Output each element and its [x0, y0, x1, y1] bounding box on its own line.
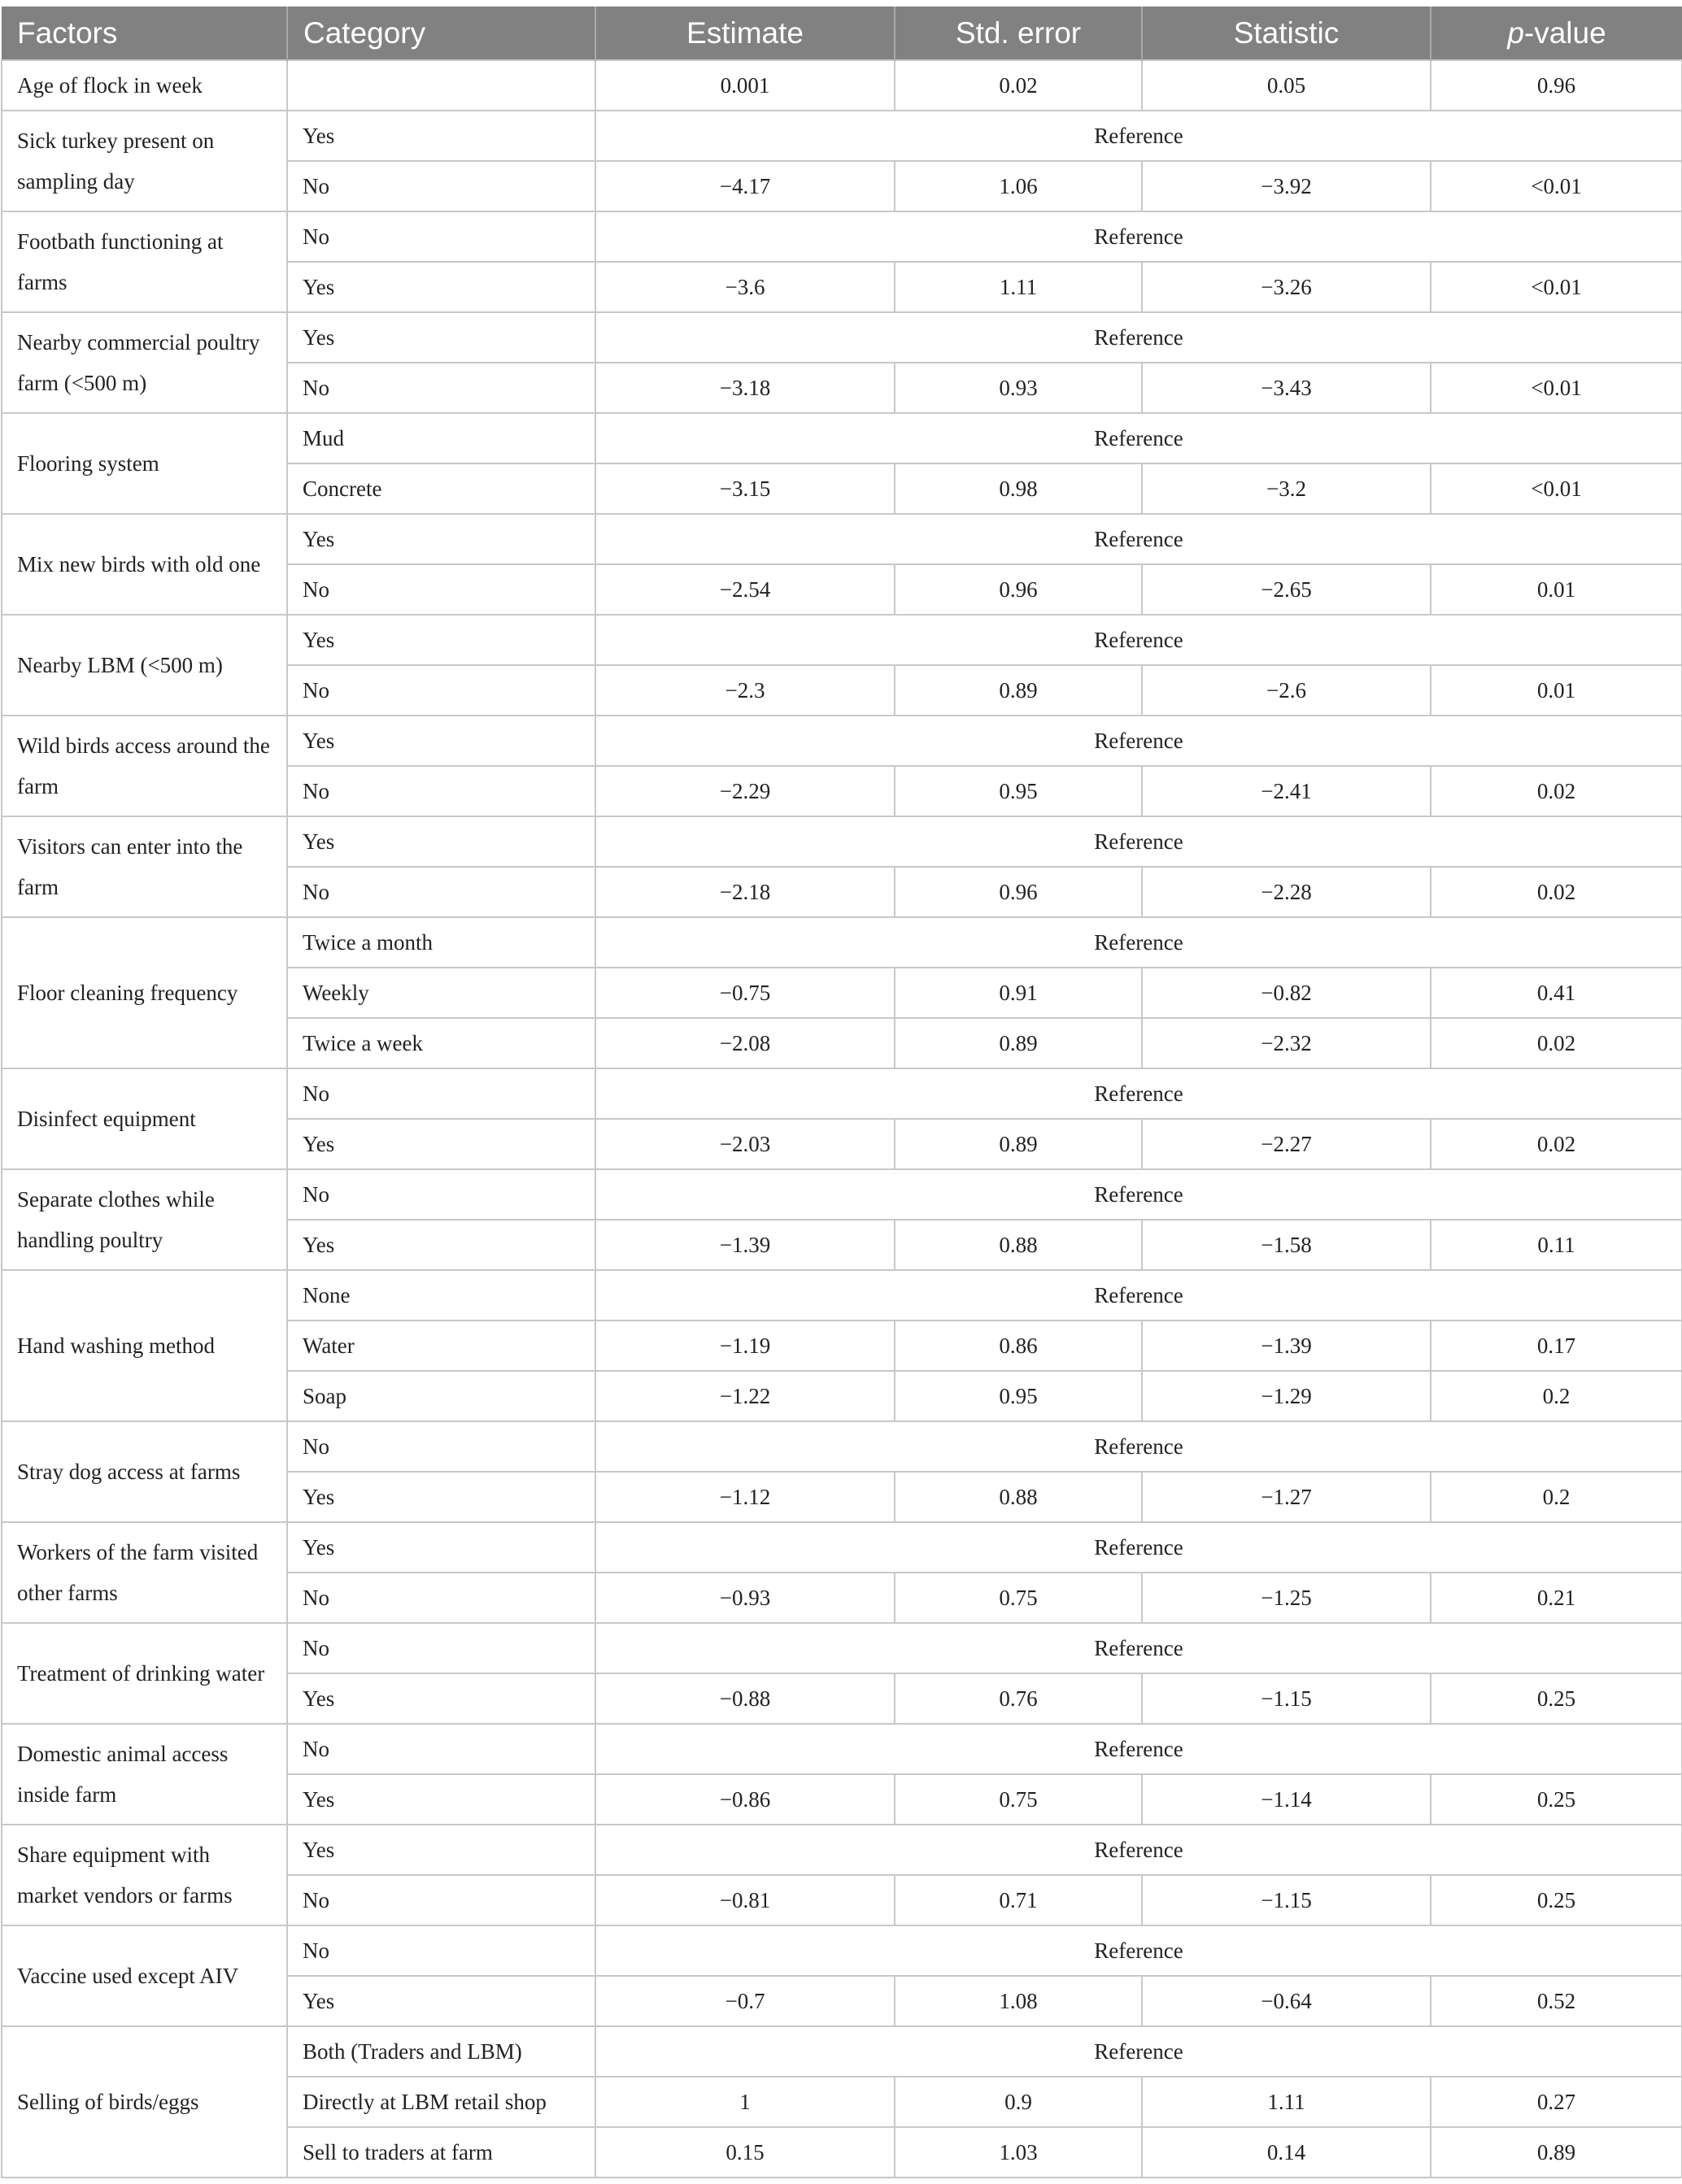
p-value-cell: 0.02 [1431, 1119, 1682, 1169]
category-cell: No [287, 211, 595, 262]
category-cell: Yes [287, 1673, 595, 1724]
p-value-cell: 0.01 [1431, 665, 1682, 716]
reference-row [2, 413, 1682, 463]
header-std-error: Std. error [895, 7, 1142, 60]
std-error-cell: 0.96 [895, 564, 1142, 615]
reference-cell: Reference [595, 716, 1682, 766]
header-statistic: Statistic [1142, 7, 1431, 60]
factor-cell: Stray dog access at farms [2, 1421, 287, 1522]
factor-cell: Floor cleaning frequency [2, 917, 287, 1068]
factor-cell: Flooring system [2, 413, 287, 514]
factor-cell: Separate clothes while handling poultry [2, 1169, 287, 1270]
estimate-cell: 1 [595, 2077, 895, 2127]
estimate-cell: 0.15 [595, 2127, 895, 2177]
std-error-cell: 0.95 [895, 766, 1142, 816]
statistic-cell: −1.25 [1142, 1573, 1431, 1623]
category-cell: No [287, 1724, 595, 1774]
reference-row [2, 211, 1682, 262]
p-value-cell: 0.02 [1431, 1018, 1682, 1068]
statistic-cell: −0.64 [1142, 1976, 1431, 2026]
estimate-cell: −3.18 [595, 363, 895, 413]
std-error-cell: 0.88 [895, 1220, 1142, 1270]
estimate-cell: −2.08 [595, 1018, 895, 1068]
statistic-cell: −1.39 [1142, 1320, 1431, 1371]
std-error-cell: 0.89 [895, 665, 1142, 716]
category-cell: No [287, 1068, 595, 1119]
reference-row [2, 1623, 1682, 1673]
header-p-value [1431, 7, 1682, 60]
category-cell: Mud [287, 413, 595, 463]
category-cell: Yes [287, 716, 595, 766]
category-cell: Yes [287, 111, 595, 161]
factor-cell: Sick turkey present on sampling day [2, 111, 287, 211]
estimate-cell: −1.22 [595, 1371, 895, 1421]
statistic-cell: −1.14 [1142, 1774, 1431, 1825]
std-error-cell: 0.96 [895, 867, 1142, 917]
category-cell: No [287, 1421, 595, 1472]
p-value-cell: 0.01 [1431, 564, 1682, 615]
std-error-cell: 0.75 [895, 1573, 1142, 1623]
reference-cell: Reference [595, 1068, 1682, 1119]
estimate-cell: −0.75 [595, 968, 895, 1018]
statistic-cell: −3.43 [1142, 363, 1431, 413]
factor-cell: Wild birds access around the farm [2, 716, 287, 816]
statistic-cell: −1.15 [1142, 1673, 1431, 1724]
reference-cell: Reference [595, 514, 1682, 564]
p-value-cell: 0.25 [1431, 1875, 1682, 1925]
reference-cell: Reference [595, 1925, 1682, 1976]
reference-row [2, 1825, 1682, 1875]
category-cell: Water [287, 1320, 595, 1371]
statistic-cell: −1.15 [1142, 1875, 1431, 1925]
p-value-cell: 0.25 [1431, 1673, 1682, 1724]
category-cell: Yes [287, 312, 595, 363]
statistic-cell: −2.65 [1142, 564, 1431, 615]
std-error-cell: 0.76 [895, 1673, 1142, 1724]
std-error-cell: 0.88 [895, 1472, 1142, 1522]
reference-cell: Reference [595, 917, 1682, 968]
p-value-cell: <0.01 [1431, 363, 1682, 413]
category-cell: Weekly [287, 968, 595, 1018]
category-cell: Yes [287, 816, 595, 867]
std-error-cell: 1.11 [895, 262, 1142, 312]
category-cell: No [287, 766, 595, 816]
factor-cell: Nearby commercial poultry farm (<500 m) [2, 312, 287, 413]
factor-cell: Mix new birds with old one [2, 514, 287, 615]
category-cell: Yes [287, 1472, 595, 1522]
reference-row [2, 917, 1682, 968]
header-category: Category [287, 7, 595, 60]
regression-table [1, 7, 1682, 2178]
reference-cell: Reference [595, 1270, 1682, 1320]
reference-row [2, 514, 1682, 564]
std-error-cell: 0.95 [895, 1371, 1142, 1421]
p-value-cell: 0.17 [1431, 1320, 1682, 1371]
reference-row [2, 1068, 1682, 1119]
statistic-cell: −2.32 [1142, 1018, 1431, 1068]
category-cell: No [287, 1875, 595, 1925]
category-cell: Directly at LBM retail shop [287, 2077, 595, 2127]
category-cell: Yes [287, 1220, 595, 1270]
category-cell: Twice a month [287, 917, 595, 968]
category-cell: Yes [287, 1522, 595, 1573]
p-value-cell: <0.01 [1431, 161, 1682, 211]
statistic-cell: −1.29 [1142, 1371, 1431, 1421]
p-value-cell: 0.02 [1431, 867, 1682, 917]
p-value-cell: <0.01 [1431, 463, 1682, 514]
factor-cell: Visitors can enter into the farm [2, 816, 287, 917]
p-value-cell: 0.89 [1431, 2127, 1682, 2177]
statistic-cell: −2.28 [1142, 867, 1431, 917]
reference-row [2, 312, 1682, 363]
estimate-cell: −1.19 [595, 1320, 895, 1371]
table-body [2, 60, 1682, 2177]
reference-row [2, 716, 1682, 766]
reference-cell: Reference [595, 413, 1682, 463]
category-cell: No [287, 363, 595, 413]
factor-cell: Selling of birds/eggs [2, 2026, 287, 2177]
category-cell: Soap [287, 1371, 595, 1421]
reference-cell: Reference [595, 615, 1682, 665]
category-cell [287, 60, 595, 111]
std-error-cell: 0.93 [895, 363, 1142, 413]
header-factors: Factors [2, 7, 287, 60]
p-value-cell: 0.96 [1431, 60, 1682, 111]
header-row [2, 7, 1682, 60]
estimate-cell: −2.54 [595, 564, 895, 615]
p-value-cell: 0.02 [1431, 766, 1682, 816]
category-cell: No [287, 564, 595, 615]
p-value-cell: 0.2 [1431, 1472, 1682, 1522]
estimate-cell: −2.3 [595, 665, 895, 716]
std-error-cell: 0.71 [895, 1875, 1142, 1925]
std-error-cell: 1.08 [895, 1976, 1142, 2026]
std-error-cell: 0.91 [895, 968, 1142, 1018]
estimate-cell: −0.86 [595, 1774, 895, 1825]
p-value-cell: 0.52 [1431, 1976, 1682, 2026]
reference-row [2, 2026, 1682, 2077]
estimate-cell: −2.03 [595, 1119, 895, 1169]
category-cell: No [287, 1925, 595, 1976]
category-cell: Yes [287, 514, 595, 564]
estimate-cell: −0.81 [595, 1875, 895, 1925]
estimate-cell: −4.17 [595, 161, 895, 211]
reference-row [2, 1925, 1682, 1976]
p-value-cell: <0.01 [1431, 262, 1682, 312]
reference-cell: Reference [595, 2026, 1682, 2077]
category-cell: No [287, 867, 595, 917]
reference-cell: Reference [595, 1169, 1682, 1220]
category-cell: Both (Traders and LBM) [287, 2026, 595, 2077]
std-error-cell: 0.9 [895, 2077, 1142, 2127]
p-value-cell: 0.41 [1431, 968, 1682, 1018]
header-estimate: Estimate [595, 7, 895, 60]
category-cell: Yes [287, 262, 595, 312]
table-container [0, 7, 1682, 2178]
category-cell: Sell to traders at farm [287, 2127, 595, 2177]
category-cell: Yes [287, 1976, 595, 2026]
factor-cell: Footbath functioning at farms [2, 211, 287, 312]
statistic-cell: 0.05 [1142, 60, 1431, 111]
category-cell: Yes [287, 1119, 595, 1169]
std-error-cell: 1.06 [895, 161, 1142, 211]
p-value-cell: 0.11 [1431, 1220, 1682, 1270]
reference-cell: Reference [595, 816, 1682, 867]
reference-cell: Reference [595, 1724, 1682, 1774]
category-cell: No [287, 1623, 595, 1673]
p-value-cell: 0.21 [1431, 1573, 1682, 1623]
reference-cell: Reference [595, 1421, 1682, 1472]
table-header [2, 7, 1682, 60]
statistic-cell: 1.11 [1142, 2077, 1431, 2127]
p-value-cell: 0.27 [1431, 2077, 1682, 2127]
header-p-italic: p [1507, 15, 1524, 50]
reference-row [2, 816, 1682, 867]
factor-cell: Workers of the farm visited other farms [2, 1522, 287, 1623]
table-row [2, 60, 1682, 111]
factor-cell: Domestic animal access inside farm [2, 1724, 287, 1825]
estimate-cell: −2.29 [595, 766, 895, 816]
header-p-suffix: -value [1523, 15, 1606, 50]
reference-cell: Reference [595, 312, 1682, 363]
category-cell: No [287, 161, 595, 211]
estimate-cell: −0.7 [595, 1976, 895, 2026]
category-cell: Twice a week [287, 1018, 595, 1068]
std-error-cell: 0.89 [895, 1119, 1142, 1169]
category-cell: Yes [287, 615, 595, 665]
statistic-cell: −1.58 [1142, 1220, 1431, 1270]
estimate-cell: −0.93 [595, 1573, 895, 1623]
std-error-cell: 0.75 [895, 1774, 1142, 1825]
reference-cell: Reference [595, 1825, 1682, 1875]
estimate-cell: −2.18 [595, 867, 895, 917]
factor-cell: Vaccine used except AIV [2, 1925, 287, 2026]
estimate-cell: 0.001 [595, 60, 895, 111]
category-cell: Concrete [287, 463, 595, 514]
reference-row [2, 1270, 1682, 1320]
category-cell: No [287, 1573, 595, 1623]
reference-row [2, 111, 1682, 161]
reference-row [2, 1169, 1682, 1220]
reference-cell: Reference [595, 1623, 1682, 1673]
estimate-cell: −3.6 [595, 262, 895, 312]
statistic-cell: −0.82 [1142, 968, 1431, 1018]
factor-cell: Nearby LBM (<500 m) [2, 615, 287, 716]
statistic-cell: −3.92 [1142, 161, 1431, 211]
std-error-cell: 1.03 [895, 2127, 1142, 2177]
statistic-cell: −1.27 [1142, 1472, 1431, 1522]
reference-row [2, 615, 1682, 665]
estimate-cell: −0.88 [595, 1673, 895, 1724]
reference-cell: Reference [595, 1522, 1682, 1573]
category-cell: No [287, 665, 595, 716]
statistic-cell: −3.2 [1142, 463, 1431, 514]
std-error-cell: 0.86 [895, 1320, 1142, 1371]
reference-row [2, 1421, 1682, 1472]
p-value-cell: 0.25 [1431, 1774, 1682, 1825]
factor-cell: Disinfect equipment [2, 1068, 287, 1169]
reference-row [2, 1522, 1682, 1573]
factor-cell: Age of flock in week [2, 60, 287, 111]
statistic-cell: −2.27 [1142, 1119, 1431, 1169]
category-cell: None [287, 1270, 595, 1320]
statistic-cell: −3.26 [1142, 262, 1431, 312]
category-cell: Yes [287, 1825, 595, 1875]
category-cell: Yes [287, 1774, 595, 1825]
reference-cell: Reference [595, 111, 1682, 161]
statistic-cell: −2.41 [1142, 766, 1431, 816]
statistic-cell: −2.6 [1142, 665, 1431, 716]
p-value-cell: 0.2 [1431, 1371, 1682, 1421]
reference-cell: Reference [595, 211, 1682, 262]
std-error-cell: 0.02 [895, 60, 1142, 111]
std-error-cell: 0.89 [895, 1018, 1142, 1068]
category-cell: No [287, 1169, 595, 1220]
estimate-cell: −3.15 [595, 463, 895, 514]
estimate-cell: −1.39 [595, 1220, 895, 1270]
estimate-cell: −1.12 [595, 1472, 895, 1522]
reference-row [2, 1724, 1682, 1774]
std-error-cell: 0.98 [895, 463, 1142, 514]
factor-cell: Share equipment with market vendors or farms [2, 1825, 287, 1925]
statistic-cell: 0.14 [1142, 2127, 1431, 2177]
factor-cell: Treatment of drinking water [2, 1623, 287, 1724]
factor-cell: Hand washing method [2, 1270, 287, 1421]
